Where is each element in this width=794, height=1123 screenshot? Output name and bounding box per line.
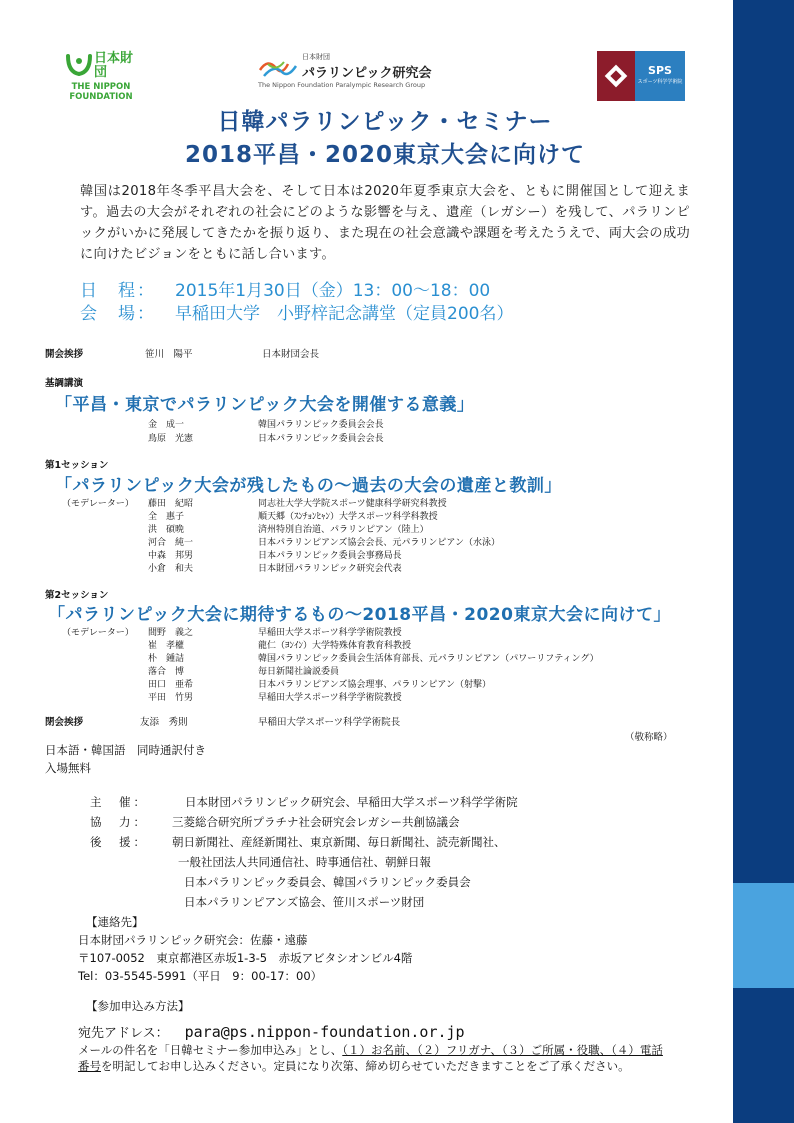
coop-label: 協 力： [90,815,148,829]
session1-theme: 「パラリンピック大会が残したもの〜過去の大会の遺産と教訓」 [55,476,562,496]
support-label: 後 援： [90,835,148,849]
opening-affil: 日本財団会長 [262,349,320,360]
intro-paragraph: 韓国は2018年冬季平昌大会を、そして日本は2020年夏季東京大会を、ともに開催国として迎えます。過去の大会がそれぞれの社会にどのような影響を与え、遺産（レガシー）を残して、パラリンピックがいかに発展してきたかを振り返り、また現在の社会意識や課題を考えたうえで、両大会の成功に向けたビジョンをともに話し合います。 [80,184,690,262]
session2-theme: 「パラリンピック大会に期待するもの〜2018平昌・2020東京大会に向けて」 [48,605,671,625]
required-fields: （１）お名前、（２）フリガナ、（３）ご所属・役職、（４）電話番号 [78,1043,663,1073]
contact-tel: Tel：03-5545-5991（平日 9：00-17：00） [78,969,323,983]
application-heading: 【参加申込み方法】 [86,999,190,1013]
keynote-label: 基調講演 [45,378,84,389]
keynote-theme: 「平昌・東京でパラリンピック大会を開催する意義」 [55,395,475,415]
page-title: 日韓パラリンピック・セミナー [217,109,553,135]
venue-value: 早稲田大学 小野梓記念講堂（定員200名） [175,304,514,324]
closing-label: 閉会挨拶 [45,717,84,728]
support-line-4: 日本パラリンピアンズ協会、笹川スポーツ財団 [184,895,425,909]
contact-address: 〒107-0052 東京都港区赤坂1-3-5 赤坂アビタシオンビル4階 [78,951,413,965]
coop-value: 三菱総合研究所プラチナ社会研究会レガシー共創協議会 [172,815,460,829]
venue-label: 会 場： [80,304,156,324]
page-subtitle: 2018平昌・2020東京大会に向けて [184,142,586,168]
opening-label: 開会挨拶 [45,349,84,360]
opening-name: 笹川 陽平 [145,349,193,360]
date-label: 日 程： [80,281,156,301]
research-group-en: The Nippon Foundation Paralympic Research Group [258,81,426,89]
research-group-name: パラリンピック研究会 [302,66,432,81]
support-line-3: 日本パラリンピック委員会、韓国パラリンピック委員会 [184,875,471,889]
nippon-foundation-mark-icon [64,52,94,80]
application-instructions: メールの件名を「日韓セミナー参加申込み」とし、（１）お名前、（２）フリガナ、（３）ご所属・役職、（４）電話番号を明記してお申し込みください。定員になり次第、締め切らせていただきますことをご了承ください。 [78,1043,663,1073]
waseda-emblem-icon [597,51,635,101]
host-value: 日本財団パラリンピック研究会、早稲田大学スポーツ科学学術院 [185,795,518,809]
interpretation-note: 日本語・韓国語 同時通訳付き [45,743,206,757]
coop-row [90,814,460,830]
email-label: 宛先アドレス： [78,1026,169,1041]
closing-name: 友添 秀則 [140,717,188,728]
host-row [90,794,518,810]
support-line-2: 一般社団法人共同通信社、時事通信社、朝鮮日報 [178,855,431,869]
event-venue [80,299,513,324]
support-row [90,834,506,850]
nippon-foundation-logo [58,52,144,110]
session1-label: 第1セッション [45,460,109,471]
swirl-icon [258,56,298,80]
email-address[interactable]: para@ps.nippon-foundation.or.jp [184,1023,465,1041]
host-label: 主 催： [90,795,148,809]
contact-org: 日本財団パラリンピック研究会：佐藤・遠藤 [78,933,308,947]
paralympic-research-group-logo [258,50,458,90]
support-line-1: 朝日新聞社、産経新聞社、東京新聞、毎日新聞社、読売新聞社、 [172,835,506,849]
sidebar-accent-block [733,883,794,988]
session2-label: 第2セッション [45,590,109,601]
event-date [80,276,490,301]
email-row [78,1022,465,1041]
sps-badge: SPS スポーツ科学学術院 [635,51,685,101]
contact-heading: 【連絡先】 [86,915,144,929]
research-group-small: 日本財団 [302,53,330,61]
nippon-foundation-jp: 日本財団 [94,51,134,80]
date-value: 2015年1月30日（金）13：00〜18：00 [175,281,491,301]
waseda-sps-logo [597,51,685,101]
admission-note: 入場無料 [45,761,91,775]
nippon-foundation-en: THE NIPPON FOUNDATION [69,82,133,102]
closing-affil: 早稲田大学スポーツ科学学術院長 [258,717,401,728]
honorific-note: （敬称略） [625,732,673,743]
